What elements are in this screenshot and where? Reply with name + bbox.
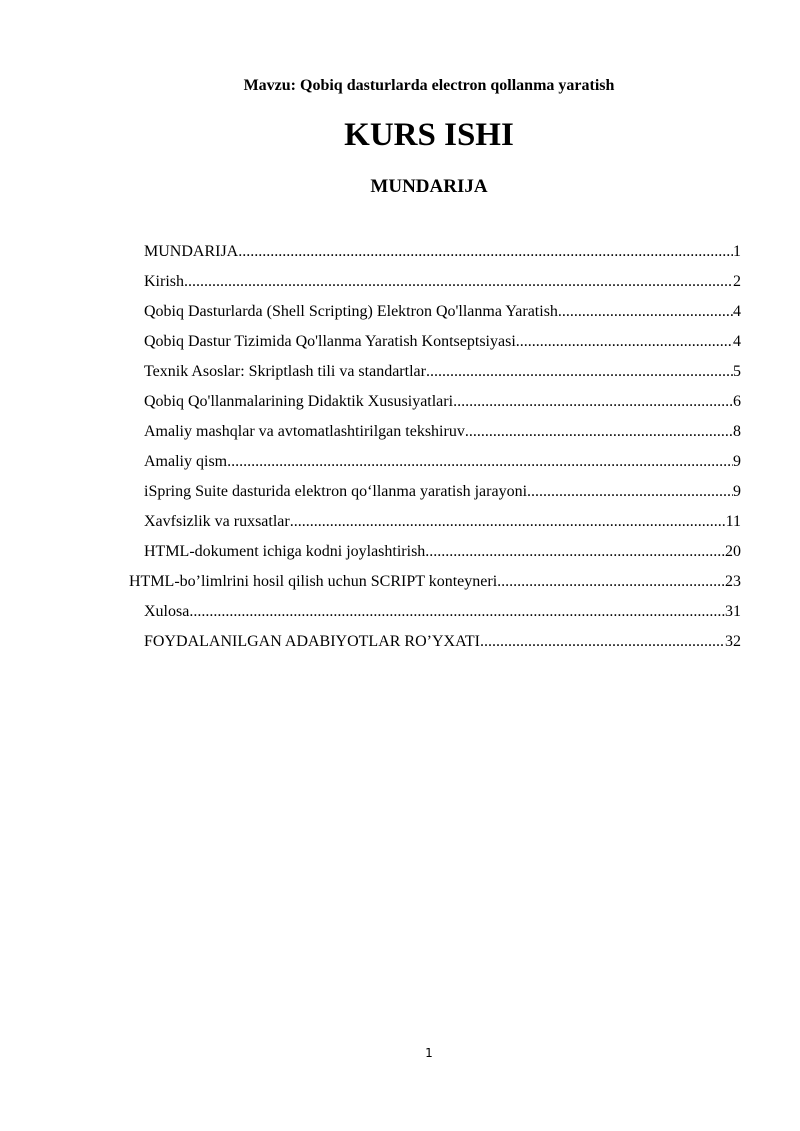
toc-entry-page: 20 — [725, 543, 741, 560]
toc-entry-title: Amaliy mashqlar va avtomatlashtirilgan tekshiruv — [144, 423, 465, 440]
toc-dot-leader — [426, 360, 733, 384]
toc-entry-title: Qobiq Dasturlarda (Shell Scripting) Elektron Qo'llanma Yaratish — [144, 303, 558, 320]
document-topic: Mavzu: Qobiq dasturlarda electron qollanma yaratish — [243, 77, 615, 94]
toc-entry-title: Xulosa — [144, 603, 190, 620]
toc-entry-page: 2 — [733, 273, 741, 290]
toc-entry-page: 8 — [733, 423, 741, 440]
page-number: 1 — [425, 1046, 433, 1060]
toc-entry[interactable] — [144, 480, 741, 504]
toc-entry-title: Qobiq Qo'llanmalarining Didaktik Xususiyatlari — [144, 393, 454, 410]
toc-dot-leader — [184, 270, 733, 294]
toc-entry-page: 23 — [725, 573, 741, 590]
toc-entry-page: 4 — [733, 333, 741, 350]
toc-entry-page: 6 — [733, 393, 741, 410]
toc-dot-leader — [558, 300, 733, 324]
toc-dot-leader — [189, 600, 725, 624]
toc-dot-leader — [497, 570, 725, 594]
toc-entry[interactable] — [144, 420, 741, 444]
toc-entry-title: HTML-bo’limlrini hosil qilish uchun SCRIPT konteyneri — [129, 573, 498, 590]
toc-entry-title: Amaliy qism — [144, 453, 228, 470]
document-title: KURS ISHI — [344, 117, 514, 153]
toc-entry[interactable] — [144, 330, 741, 354]
toc-entry[interactable] — [144, 540, 741, 564]
toc-entry-page: 5 — [733, 363, 741, 380]
toc-entry[interactable] — [144, 300, 741, 324]
toc-entry[interactable] — [129, 570, 741, 594]
toc-entry[interactable] — [144, 360, 741, 384]
toc-dot-leader — [453, 390, 733, 414]
toc-dot-leader — [227, 450, 733, 474]
toc-dot-leader — [480, 630, 725, 654]
toc-entry[interactable] — [144, 240, 741, 264]
toc-entry-title: MUNDARIJA — [144, 243, 239, 260]
toc-entry[interactable] — [144, 390, 741, 414]
toc-dot-leader — [238, 240, 733, 264]
toc-entry[interactable] — [144, 450, 741, 474]
toc-entry-title: Xavfsizlik va ruxsatlar — [144, 513, 290, 530]
toc-entry[interactable] — [144, 510, 741, 534]
toc-entry[interactable] — [144, 630, 741, 654]
toc-entry-page: 32 — [725, 633, 741, 650]
toc-entry-title: Texnik Asoslar: Skriptlash tili va standartlar — [144, 363, 426, 380]
toc-dot-leader — [425, 540, 725, 564]
toc-entry-page: 31 — [725, 603, 741, 620]
toc-dot-leader — [516, 330, 733, 354]
toc-dot-leader — [527, 480, 733, 504]
toc-entry-page: 9 — [733, 483, 741, 500]
toc-entry-title: iSpring Suite dasturida elektron qo‘llanma yaratish jarayoni — [144, 483, 528, 500]
toc-entry[interactable] — [144, 270, 741, 294]
toc-heading: MUNDARIJA — [370, 176, 488, 197]
toc-entry-page: 9 — [733, 453, 741, 470]
toc-entry-title: Kirish — [144, 273, 184, 290]
toc-dot-leader — [465, 420, 733, 444]
toc-entry[interactable] — [144, 600, 741, 624]
toc-entry-page: 1 — [733, 243, 741, 260]
toc-entry-title: HTML-dokument ichiga kodni joylashtirish — [144, 543, 426, 560]
toc-entry-page: 4 — [733, 303, 741, 320]
toc-entry-page: 11 — [725, 513, 741, 530]
toc-entry-title: Qobiq Dastur Tizimida Qo'llanma Yaratish Kontseptsiyasi — [144, 333, 516, 350]
toc-dot-leader — [290, 510, 726, 534]
toc-entry-title: FOYDALANILGAN ADABIYOTLAR RO’YXATI — [144, 633, 480, 650]
